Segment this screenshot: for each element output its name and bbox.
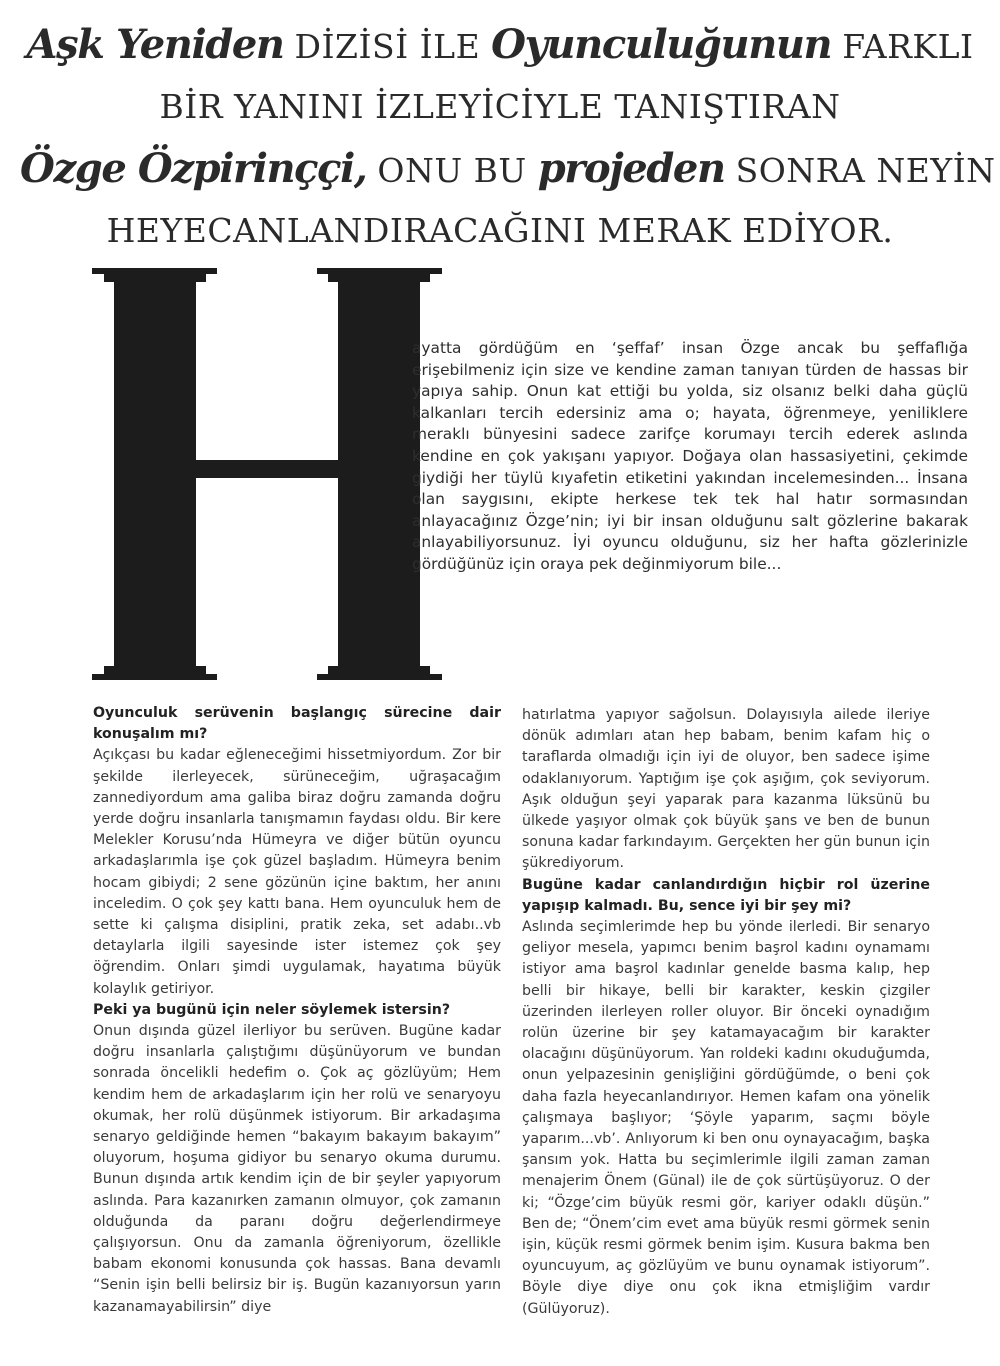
headline-caps: SONRA NEYİN — [724, 151, 996, 190]
interview-question: Oyunculuk serüvenin başlangıç sürecine dair konuşalım mı? — [93, 705, 501, 743]
interview-answer: Açıkçası bu kadar eğleneceğimi hissetmiyordum. Zor bir şekilde ilerleyecek, sürüneceğim, uğraşacağım zannediyordum ama galiba biraz doğru zamanda doğru yerde doğru insanlarla tanışmamın faydası oldu. Bir kere Melekler Korusu’nda Hümeyra ve diğer bütün oyuncu arkadaşlarımla işe çok güzel başladım. Hümeyra benim hocam gibiydi; 2 sene gözünün içine baktım, her anını inceledim. O çok şey kattı bana. Hem oyunculuk hem de sette ki çalışma disiplini, pratik zeka, set adabı..vb detaylarla ilgili sayesinde ister istemez çok şey öğrendim. Onları şimdi uygulamak, hayatıma büyük kolaylık getiriyor. — [93, 747, 501, 997]
interview-question: Peki ya bugünü için neler söylemek istersin? — [93, 1001, 451, 1018]
headline-caps: FARKLI — [831, 27, 974, 66]
headline-italic: Aşk Yeniden — [26, 21, 284, 68]
drop-cap-letter — [92, 268, 442, 680]
interview-answer: hatırlatma yapıyor sağolsun. Dolayısıyla ailede ileriye dönük adımları atan hep babam, benim kafam hiç o taraflarda olmadığı için iyi de oluyor, ben sadece işime odaklanıyorum. Yaptığım işe çok aşığım, çok seviyorum. Aşık olduğun şeyi yaparak para kazanma lüksünü bu ülkede yaşıyor olmak çok büyük şans ve ben de bunun sonuna kadar farkındayım. Gerçekten her gün bunun için şükrediyorum. — [522, 707, 930, 872]
interview-answer: Aslında seçimlerimde hep bu yönde ilerledi. Bir senaryo geliyor mesela, yapımcı benim başrol kadını oynamamı istiyor ama başrol kadınlar genelde basma kalıp, hep belli bir hikaye, belli bir karakter, keskin çizgiler üzerinden ilerleyen roller oluyor. Bir önceki oynadığım rolün üzerine bir şey katamayacağım bir karakter olacağını düşünüyorum. Yan roldeki kadını okuduğumda, onun yelpazesinin genişliğini gördüğümde, o beni çok daha fazla heyecanlandırıyor. Hemen kafam ona yönelik çalışmaya başlıyor; ‘Şöyle yaparım, saçmı böyle yaparım...vb’. Anlıyorum ki ben onu oynayacağım, başka şansım yok. Hatta bu seçimlerimle ilgili zaman zaman menajerim Önem (Günal) ile de çok sürtüşüyoruz. O der ki; “Özge’cim büyük resmi gör, kariyer odaklı düşün.” Ben de; “Önem’cim evet ama büyük resmi görmek senin işin, küçük resmi görmek benim işim. Kusura bakma ben oyuncuyum, aç gözlüyüm ve bunu oynamak istiyorum”. Böyle diye diye onu çok ikna etmişliğim vardır (Gülüyoruz). — [522, 919, 930, 1317]
headline-line-1 — [20, 14, 980, 76]
headline-italic: Özge Özpirinççi, — [20, 145, 367, 192]
headline-italic: projeden — [537, 145, 725, 192]
headline — [20, 14, 996, 262]
headline-line-3 — [20, 138, 996, 200]
headline-line-2 — [20, 76, 980, 138]
headline-italic: Oyunculuğunun — [491, 21, 832, 68]
interview-question: Bugüne kadar canlandırdığın hiçbir rol üzerine yapışıp kalmadı. Bu, sence iyi bir şey mi? — [522, 876, 930, 914]
headline-caps: BİR YANINI İZLEYİCİYLE TANIŞTIRAN — [159, 87, 841, 126]
interview-answer: Onun dışında güzel ilerliyor bu serüven. Bugüne kadar doğru insanlarla çalıştığımı düşünüyorum ve bundan sonrada öncelikli hedefim o. Çok aç gözlüyüm; Hem kendim hem de arkadaşlarım için her rolü ve senaryoyu okumak, her rolü düşünmek istiyorum. Bir arkadaşıma senaryo geldiğinde hemen “bakayım bakayım bakayım” oluyorum, hoşuma gidiyor bu senaryo okuma durumu. Bunun dışında artık kendim için de bir şeyler yapıyorum aslında. Para kazanırken zamanın olmuyor, çok zamanın olduğunda da paranı doğru değerlendirmeye çalışıyorsun. Onu da zamanla öğreniyorum, özellikle babam ekonomi konusunda çok hassas. Bana devamlı “Senin işin belli belirsiz bir iş. Bugün kazanıyorsun yarın kazanamayabilirsin” diye — [93, 1023, 501, 1315]
intro-paragraph: ayatta gördüğüm en ‘şeffaf’ insan Özge ancak bu şeffaflığa erişebilmeniz için size ve kendine zaman tanıyan türden de hassas bir yapıya sahip. Onun kat ettiği bu yolda, siz olsanız belki daha güçlü kalkanları tercih edersiniz ama o; hayata, öğrenmeye, yeniliklere meraklı bünyesini sadece zarifçe korumayı tercih ederek aslında kendine en çok yakışanı yapıyor. Doğaya olan hassasiyetini, çekimde giydiği her tüylü kıyafetin etiketini yakından incelemesinden... İnsana olan saygısını, ekipte herkese tek tek hal hatır sormasından anlayacağınız Özge’nin; iyi bir insan olduğunu salt gözlerine bakarak anlayabiliyorsunuz. İyi oyuncu olduğunu, siz her hafta gözlerinizle gördüğünüz için oraya pek değinmiyorum bile... — [412, 339, 968, 573]
left-column — [93, 703, 501, 1318]
headline-caps: DİZİSİ İLE — [283, 27, 492, 66]
right-column — [522, 705, 930, 1320]
headline-caps: HEYECANLANDIRACAĞINI MERAK EDİYOR. — [106, 211, 894, 250]
headline-caps: ONU BU — [366, 151, 538, 190]
headline-line-4 — [20, 200, 980, 262]
